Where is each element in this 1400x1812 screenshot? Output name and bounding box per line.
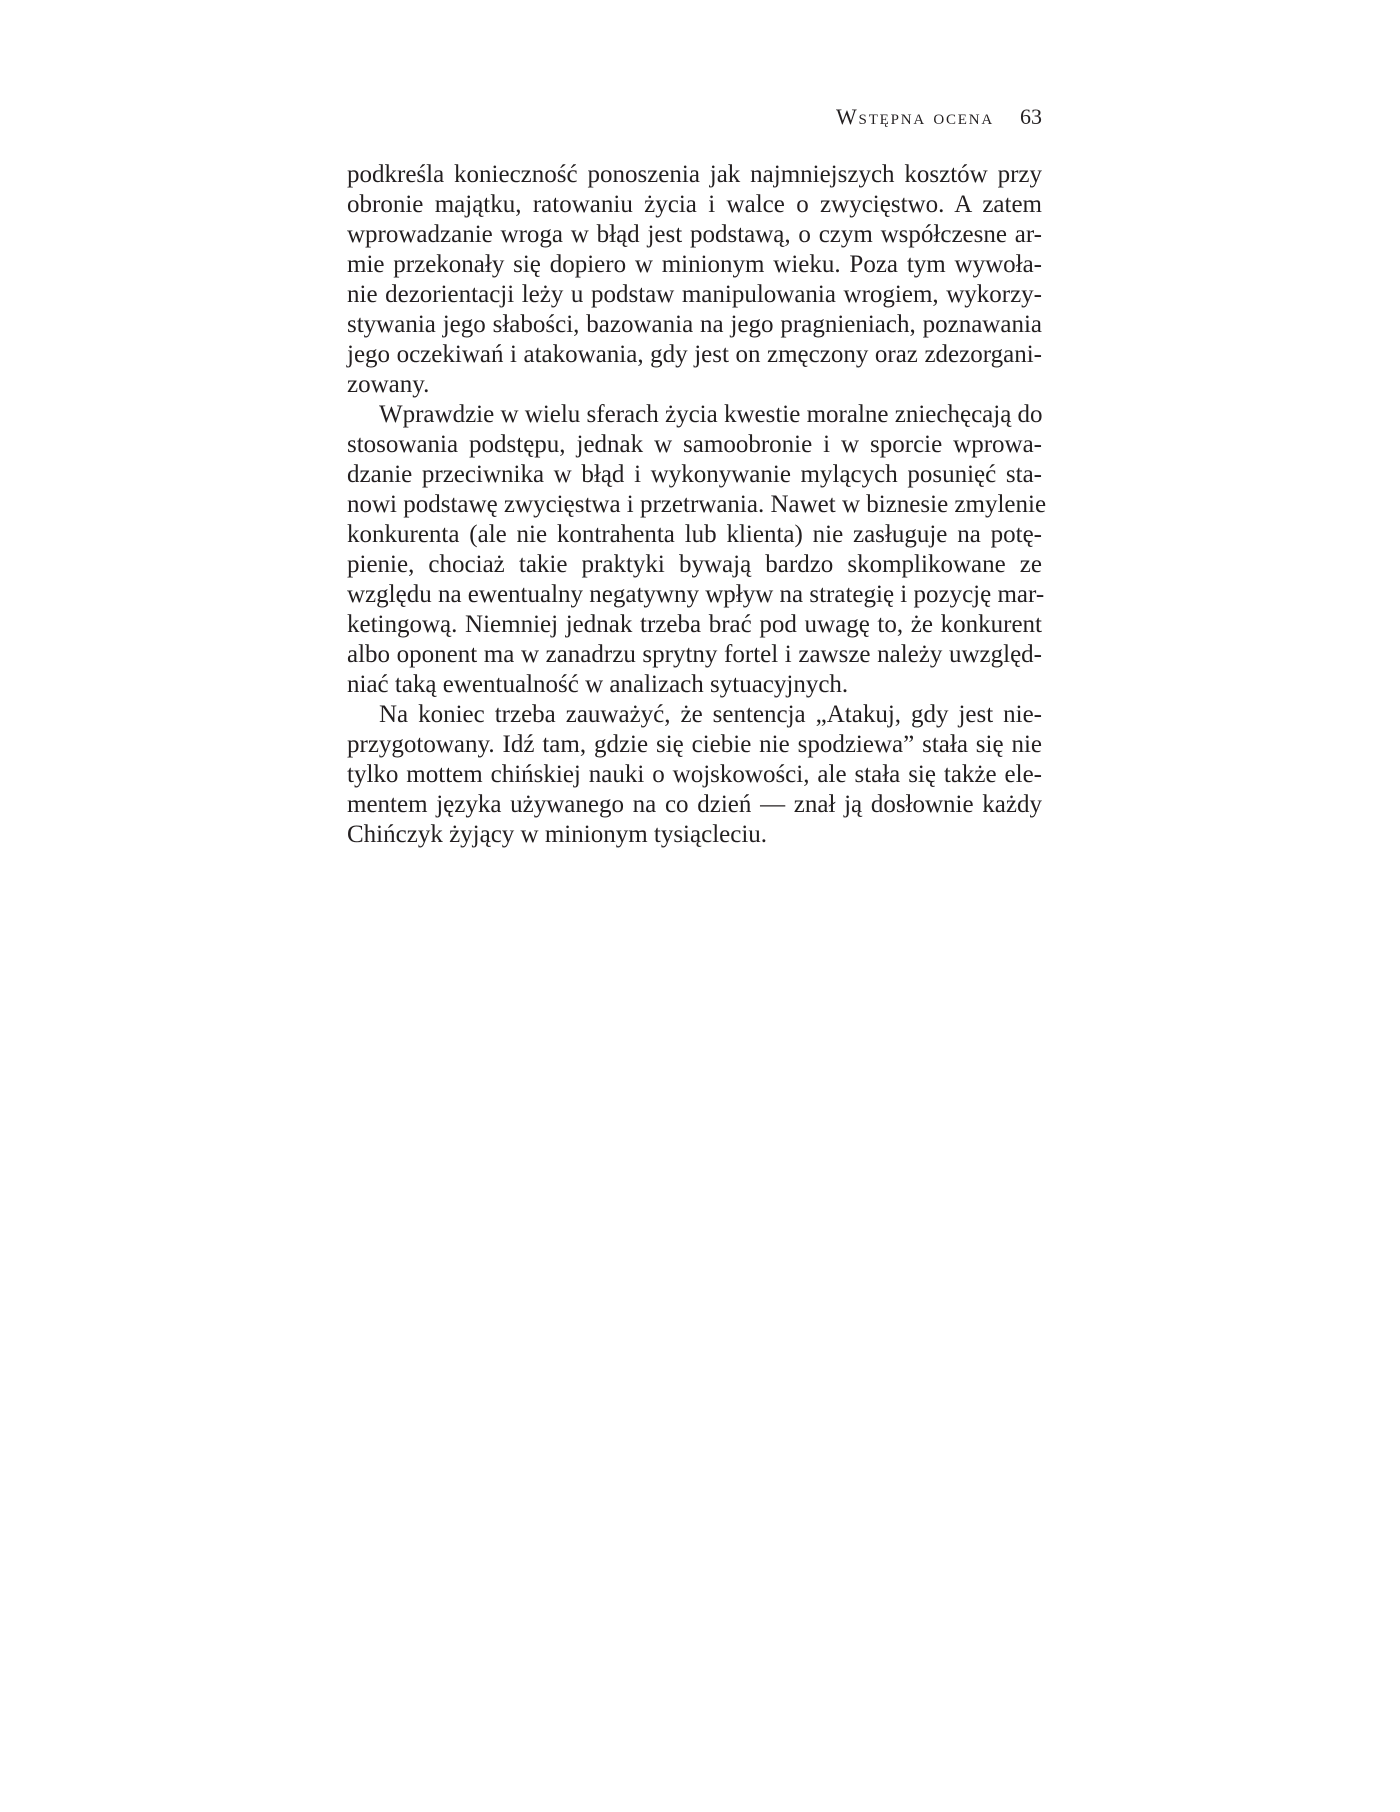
text-line: obronie majątku, ratowaniu życia i walce o zwycięstwo. A zatem (347, 191, 1042, 218)
text-line: dzanie przeciwnika w błąd i wykonywanie mylących posunięć sta- (347, 461, 1042, 488)
text-line: Na koniec trzeba zauważyć, że sentencja „Atakuj, gdy jest nie- (379, 701, 1042, 728)
text-line: nie dezorientacji leży u podstaw manipulowania wrogiem, wykorzy- (347, 281, 1042, 308)
text-line: niać taką ewentualność w analizach sytuacyjnych. (347, 671, 849, 698)
running-header (347, 104, 1042, 134)
running-title: Wstępna ocena (835, 104, 994, 129)
text-line: wprowadzanie wroga w błąd jest podstawą, o czym współczesne ar- (347, 221, 1042, 248)
text-line: względu na ewentualny negatywny wpływ na strategię i pozycję mar- (347, 581, 1045, 608)
text-line: podkreśla konieczność ponoszenia jak najmniejszych kosztów przy (347, 161, 1042, 188)
text-line: konkurenta (ale nie kontrahenta lub klienta) nie zasługuje na potę- (347, 521, 1042, 548)
text-line: Chińczyk żyjący w minionym tysiącleciu. (347, 821, 768, 848)
text-line: Wprawdzie w wielu sferach życia kwestie moralne zniechęcają do (379, 401, 1043, 428)
page-number: 63 (1020, 104, 1042, 129)
text-line: tylko mottem chińskiej nauki o wojskowości, ale stała się także ele- (347, 761, 1042, 788)
text-line: mentem języka używanego na co dzień — znał ją dosłownie każdy (347, 791, 1042, 818)
text-line: jego oczekiwań i atakowania, gdy jest on zmęczony oraz zdezorgani- (347, 341, 1042, 368)
text-line: albo oponent ma w zanadrzu sprytny fortel i zawsze należy uwzględ- (347, 641, 1042, 668)
text-line: stosowania podstępu, jednak w samoobronie i w sporcie wprowa- (347, 431, 1042, 458)
text-line: pienie, chociaż takie praktyki bywają bardzo skomplikowane ze (347, 551, 1042, 578)
text-line: przygotowany. Idź tam, gdzie się ciebie nie spodziewa” stała się nie (347, 731, 1042, 758)
text-line: nowi podstawę zwycięstwa i przetrwania. Nawet w biznesie zmylenie (347, 491, 1047, 518)
text-line: zowany. (347, 371, 430, 398)
text-line: stywania jego słabości, bazowania na jego pragnieniach, poznawania (347, 311, 1042, 338)
text-line: mie przekonały się dopiero w minionym wieku. Poza tym wywoła- (347, 251, 1042, 278)
body-text (347, 160, 1047, 850)
paragraph-1 (347, 160, 1042, 400)
paragraph-3 (347, 700, 1042, 850)
text-line: ketingową. Niemniej jednak trzeba brać pod uwagę to, że konkurent (347, 611, 1042, 638)
paragraph-2 (347, 400, 1047, 700)
